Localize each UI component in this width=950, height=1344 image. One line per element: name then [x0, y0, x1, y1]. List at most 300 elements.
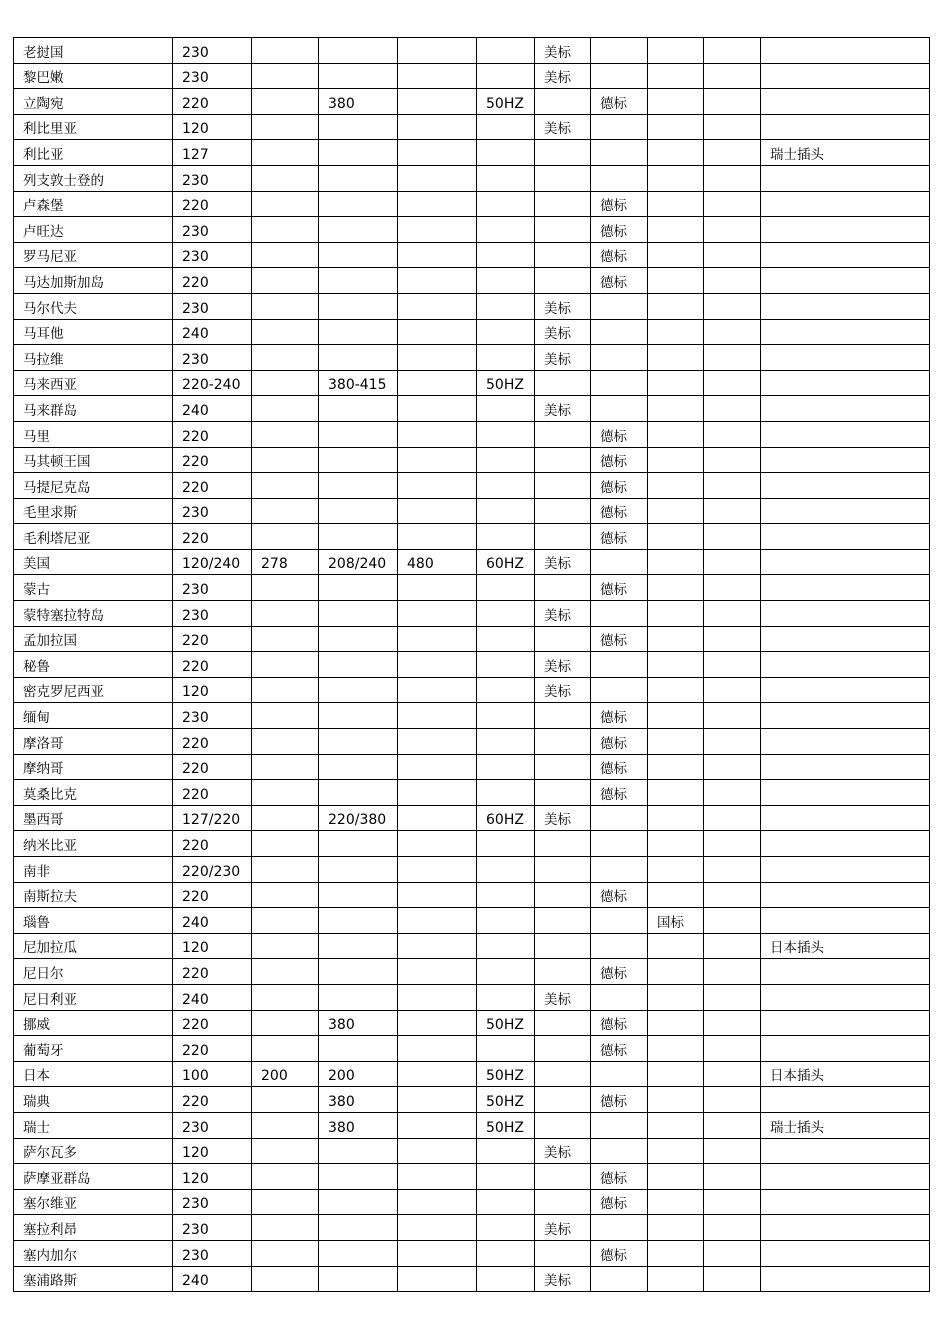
- cell-cn-plug: [648, 498, 704, 524]
- cell-other-plug: [704, 1112, 761, 1138]
- cell-three-phase-voltage-2: [398, 268, 477, 294]
- cell-voltage: 230: [173, 293, 252, 319]
- cell-plug-note: [761, 319, 930, 345]
- cell-other-plug: [704, 933, 761, 959]
- cell-frequency: [477, 191, 535, 217]
- cell-german-plug: [591, 114, 648, 140]
- table-row: [14, 677, 930, 703]
- cell-country: 墨西哥: [14, 805, 173, 831]
- cell-three-phase-voltage: [319, 319, 398, 345]
- cell-three-phase-voltage: 380: [319, 1112, 398, 1138]
- cell-german-plug: [591, 165, 648, 191]
- cell-us-plug: 美标: [535, 293, 591, 319]
- cell-us-plug: [535, 370, 591, 396]
- cell-other-plug: [704, 165, 761, 191]
- cell-three-phase-voltage: [319, 677, 398, 703]
- cell-frequency: [477, 857, 535, 883]
- cell-frequency: [477, 882, 535, 908]
- cell-cn-plug: [648, 345, 704, 371]
- cell-three-phase-voltage-2: [398, 345, 477, 371]
- cell-german-plug: 德标: [591, 882, 648, 908]
- cell-german-plug: 德标: [591, 498, 648, 524]
- cell-voltage-2: [252, 933, 319, 959]
- cell-three-phase-voltage: [319, 754, 398, 780]
- cell-three-phase-voltage-2: [398, 626, 477, 652]
- cell-cn-plug: [648, 191, 704, 217]
- cell-cn-plug: [648, 1010, 704, 1036]
- cell-other-plug: [704, 140, 761, 166]
- cell-voltage: 230: [173, 1215, 252, 1241]
- cell-cn-plug: [648, 703, 704, 729]
- cell-plug-note: [761, 575, 930, 601]
- cell-german-plug: [591, 984, 648, 1010]
- cell-frequency: [477, 1164, 535, 1190]
- cell-three-phase-voltage: [319, 933, 398, 959]
- cell-three-phase-voltage: [319, 1164, 398, 1190]
- cell-voltage-2: [252, 1010, 319, 1036]
- cell-three-phase-voltage-2: [398, 857, 477, 883]
- cell-country: 蒙古: [14, 575, 173, 601]
- cell-us-plug: [535, 959, 591, 985]
- cell-us-plug: [535, 140, 591, 166]
- cell-plug-note: [761, 703, 930, 729]
- cell-three-phase-voltage: [319, 729, 398, 755]
- table-row: [14, 447, 930, 473]
- cell-us-plug: [535, 421, 591, 447]
- cell-german-plug: [591, 319, 648, 345]
- cell-country: 瑞典: [14, 1087, 173, 1113]
- cell-cn-plug: [648, 805, 704, 831]
- cell-country: 塞拉利昂: [14, 1215, 173, 1241]
- cell-frequency: [477, 524, 535, 550]
- cell-german-plug: 德标: [591, 1036, 648, 1062]
- cell-three-phase-voltage-2: [398, 1061, 477, 1087]
- cell-other-plug: [704, 729, 761, 755]
- cell-german-plug: [591, 652, 648, 678]
- cell-country: 缅甸: [14, 703, 173, 729]
- cell-voltage-2: [252, 396, 319, 422]
- cell-voltage-2: [252, 421, 319, 447]
- cell-plug-note: [761, 268, 930, 294]
- cell-voltage-2: [252, 1215, 319, 1241]
- table-row: [14, 1138, 930, 1164]
- cell-voltage-2: [252, 319, 319, 345]
- cell-us-plug: [535, 524, 591, 550]
- cell-plug-note: [761, 831, 930, 857]
- cell-us-plug: [535, 473, 591, 499]
- cell-voltage: 127/220: [173, 805, 252, 831]
- cell-voltage: 220: [173, 1036, 252, 1062]
- cell-cn-plug: [648, 114, 704, 140]
- cell-cn-plug: [648, 677, 704, 703]
- cell-cn-plug: [648, 1189, 704, 1215]
- cell-frequency: 50HZ: [477, 1061, 535, 1087]
- cell-cn-plug: [648, 242, 704, 268]
- cell-three-phase-voltage-2: [398, 421, 477, 447]
- cell-three-phase-voltage: [319, 780, 398, 806]
- cell-country: 葡萄牙: [14, 1036, 173, 1062]
- cell-voltage: 120: [173, 114, 252, 140]
- cell-country: 南非: [14, 857, 173, 883]
- cell-german-plug: [591, 140, 648, 166]
- cell-voltage-2: [252, 1164, 319, 1190]
- cell-three-phase-voltage: [319, 473, 398, 499]
- cell-frequency: [477, 703, 535, 729]
- cell-plug-note: [761, 114, 930, 140]
- cell-cn-plug: [648, 447, 704, 473]
- cell-german-plug: [591, 396, 648, 422]
- cell-plug-note: [761, 959, 930, 985]
- cell-cn-plug: [648, 729, 704, 755]
- table-row: [14, 933, 930, 959]
- cell-country: 南斯拉夫: [14, 882, 173, 908]
- cell-frequency: [477, 729, 535, 755]
- cell-three-phase-voltage-2: [398, 703, 477, 729]
- cell-us-plug: 美标: [535, 805, 591, 831]
- cell-us-plug: [535, 703, 591, 729]
- cell-country: 马其顿王国: [14, 447, 173, 473]
- table-row: [14, 473, 930, 499]
- cell-voltage: 220: [173, 191, 252, 217]
- cell-three-phase-voltage-2: [398, 908, 477, 934]
- cell-voltage: 230: [173, 1240, 252, 1266]
- cell-us-plug: 美标: [535, 319, 591, 345]
- cell-three-phase-voltage-2: [398, 498, 477, 524]
- cell-voltage: 230: [173, 575, 252, 601]
- cell-three-phase-voltage: 380: [319, 1087, 398, 1113]
- cell-voltage-2: [252, 191, 319, 217]
- cell-country: 卢旺达: [14, 217, 173, 243]
- cell-country: 塞浦路斯: [14, 1266, 173, 1292]
- cell-three-phase-voltage-2: [398, 191, 477, 217]
- cell-plug-note: [761, 1189, 930, 1215]
- cell-three-phase-voltage: 380-415: [319, 370, 398, 396]
- cell-plug-note: [761, 601, 930, 627]
- cell-plug-note: 瑞士插头: [761, 140, 930, 166]
- table-row: [14, 63, 930, 89]
- cell-three-phase-voltage: [319, 38, 398, 64]
- cell-three-phase-voltage-2: [398, 293, 477, 319]
- cell-frequency: [477, 601, 535, 627]
- cell-voltage: 230: [173, 345, 252, 371]
- cell-country: 马达加斯加岛: [14, 268, 173, 294]
- table-row: [14, 780, 930, 806]
- cell-frequency: 60HZ: [477, 805, 535, 831]
- cell-frequency: 50HZ: [477, 1010, 535, 1036]
- cell-three-phase-voltage-2: [398, 1189, 477, 1215]
- cell-other-plug: [704, 575, 761, 601]
- cell-voltage: 220: [173, 831, 252, 857]
- cell-country: 塞内加尔: [14, 1240, 173, 1266]
- table-row: [14, 421, 930, 447]
- cell-country: 美国: [14, 549, 173, 575]
- cell-three-phase-voltage-2: [398, 959, 477, 985]
- cell-frequency: 50HZ: [477, 89, 535, 115]
- cell-cn-plug: [648, 1266, 704, 1292]
- cell-three-phase-voltage: [319, 703, 398, 729]
- table-row: [14, 140, 930, 166]
- cell-country: 莫桑比克: [14, 780, 173, 806]
- cell-us-plug: 美标: [535, 1266, 591, 1292]
- cell-frequency: [477, 345, 535, 371]
- cell-three-phase-voltage: [319, 1138, 398, 1164]
- cell-cn-plug: [648, 396, 704, 422]
- cell-german-plug: 德标: [591, 242, 648, 268]
- cell-country: 马拉维: [14, 345, 173, 371]
- cell-plug-note: [761, 908, 930, 934]
- cell-three-phase-voltage: [319, 268, 398, 294]
- cell-cn-plug: [648, 601, 704, 627]
- cell-three-phase-voltage-2: [398, 1240, 477, 1266]
- table-row: [14, 1164, 930, 1190]
- table-row: [14, 882, 930, 908]
- cell-us-plug: [535, 1164, 591, 1190]
- cell-us-plug: 美标: [535, 345, 591, 371]
- cell-three-phase-voltage-2: [398, 114, 477, 140]
- cell-three-phase-voltage-2: [398, 38, 477, 64]
- cell-voltage-2: [252, 1240, 319, 1266]
- cell-voltage-2: [252, 473, 319, 499]
- cell-voltage-2: [252, 831, 319, 857]
- cell-other-plug: [704, 857, 761, 883]
- cell-cn-plug: [648, 626, 704, 652]
- cell-three-phase-voltage-2: [398, 242, 477, 268]
- cell-german-plug: [591, 1112, 648, 1138]
- cell-us-plug: [535, 217, 591, 243]
- cell-other-plug: [704, 191, 761, 217]
- cell-voltage: 220: [173, 729, 252, 755]
- cell-country: 挪威: [14, 1010, 173, 1036]
- cell-three-phase-voltage: [319, 1189, 398, 1215]
- cell-voltage-2: [252, 959, 319, 985]
- cell-other-plug: [704, 1266, 761, 1292]
- cell-three-phase-voltage: [319, 601, 398, 627]
- cell-plug-note: 日本插头: [761, 933, 930, 959]
- table-row: [14, 549, 930, 575]
- table-row: [14, 242, 930, 268]
- cell-plug-note: [761, 370, 930, 396]
- cell-german-plug: 德标: [591, 524, 648, 550]
- cell-three-phase-voltage: [319, 140, 398, 166]
- cell-three-phase-voltage-2: [398, 729, 477, 755]
- cell-three-phase-voltage: [319, 421, 398, 447]
- cell-plug-note: [761, 1138, 930, 1164]
- cell-other-plug: [704, 1164, 761, 1190]
- cell-plug-note: [761, 729, 930, 755]
- cell-voltage-2: [252, 114, 319, 140]
- table-row: [14, 984, 930, 1010]
- cell-plug-note: [761, 857, 930, 883]
- cell-cn-plug: [648, 165, 704, 191]
- cell-cn-plug: [648, 959, 704, 985]
- table-row: [14, 396, 930, 422]
- cell-cn-plug: [648, 140, 704, 166]
- cell-german-plug: [591, 857, 648, 883]
- cell-country: 老挝国: [14, 38, 173, 64]
- cell-three-phase-voltage-2: [398, 652, 477, 678]
- table-row: [14, 524, 930, 550]
- cell-us-plug: [535, 498, 591, 524]
- cell-german-plug: 德标: [591, 1010, 648, 1036]
- cell-other-plug: [704, 114, 761, 140]
- cell-us-plug: [535, 268, 591, 294]
- cell-voltage: 240: [173, 396, 252, 422]
- cell-other-plug: [704, 1087, 761, 1113]
- cell-german-plug: [591, 1138, 648, 1164]
- cell-three-phase-voltage-2: [398, 63, 477, 89]
- cell-us-plug: 美标: [535, 63, 591, 89]
- cell-plug-note: [761, 882, 930, 908]
- cell-us-plug: 美标: [535, 38, 591, 64]
- cell-voltage: 240: [173, 1266, 252, 1292]
- cell-voltage: 120: [173, 933, 252, 959]
- cell-frequency: [477, 780, 535, 806]
- cell-three-phase-voltage: [319, 1240, 398, 1266]
- cell-three-phase-voltage: [319, 114, 398, 140]
- cell-other-plug: [704, 805, 761, 831]
- cell-cn-plug: [648, 1215, 704, 1241]
- cell-country: 萨尔瓦多: [14, 1138, 173, 1164]
- cell-three-phase-voltage: [319, 242, 398, 268]
- table-row: [14, 831, 930, 857]
- cell-three-phase-voltage-2: [398, 1036, 477, 1062]
- cell-three-phase-voltage-2: [398, 217, 477, 243]
- cell-voltage-2: [252, 908, 319, 934]
- cell-voltage-2: [252, 268, 319, 294]
- cell-frequency: [477, 421, 535, 447]
- cell-three-phase-voltage: [319, 293, 398, 319]
- cell-country: 毛利塔尼亚: [14, 524, 173, 550]
- cell-us-plug: [535, 626, 591, 652]
- cell-voltage-2: [252, 217, 319, 243]
- cell-voltage-2: [252, 1266, 319, 1292]
- cell-voltage-2: [252, 882, 319, 908]
- cell-voltage-2: [252, 140, 319, 166]
- cell-three-phase-voltage: 208/240: [319, 549, 398, 575]
- cell-three-phase-voltage: [319, 626, 398, 652]
- cell-cn-plug: [648, 524, 704, 550]
- table-row: [14, 626, 930, 652]
- cell-other-plug: [704, 984, 761, 1010]
- voltage-table: [13, 37, 930, 1292]
- cell-frequency: [477, 319, 535, 345]
- cell-other-plug: [704, 754, 761, 780]
- cell-us-plug: [535, 1061, 591, 1087]
- cell-country: 瑞士: [14, 1112, 173, 1138]
- cell-three-phase-voltage: [319, 882, 398, 908]
- cell-three-phase-voltage: 380: [319, 89, 398, 115]
- cell-cn-plug: [648, 984, 704, 1010]
- cell-voltage-2: [252, 498, 319, 524]
- cell-other-plug: [704, 447, 761, 473]
- cell-three-phase-voltage: [319, 165, 398, 191]
- cell-other-plug: [704, 1189, 761, 1215]
- cell-frequency: [477, 1240, 535, 1266]
- cell-other-plug: [704, 703, 761, 729]
- table-row: [14, 319, 930, 345]
- table-row: [14, 1061, 930, 1087]
- cell-country: 马来西亚: [14, 370, 173, 396]
- cell-voltage-2: [252, 293, 319, 319]
- cell-frequency: [477, 677, 535, 703]
- cell-us-plug: [535, 729, 591, 755]
- table-row: [14, 857, 930, 883]
- cell-three-phase-voltage-2: [398, 165, 477, 191]
- table-row: [14, 1240, 930, 1266]
- cell-three-phase-voltage-2: 480: [398, 549, 477, 575]
- cell-other-plug: [704, 1215, 761, 1241]
- cell-three-phase-voltage: [319, 63, 398, 89]
- table-row: [14, 1087, 930, 1113]
- cell-other-plug: [704, 345, 761, 371]
- cell-frequency: [477, 933, 535, 959]
- table-row: [14, 908, 930, 934]
- cell-plug-note: [761, 1087, 930, 1113]
- cell-other-plug: [704, 1138, 761, 1164]
- cell-plug-note: [761, 89, 930, 115]
- cell-us-plug: [535, 165, 591, 191]
- cell-voltage-2: 278: [252, 549, 319, 575]
- table-row: [14, 38, 930, 64]
- cell-three-phase-voltage: [319, 908, 398, 934]
- cell-plug-note: [761, 677, 930, 703]
- cell-voltage: 220/230: [173, 857, 252, 883]
- cell-us-plug: 美标: [535, 984, 591, 1010]
- cell-other-plug: [704, 601, 761, 627]
- cell-voltage-2: [252, 754, 319, 780]
- cell-cn-plug: [648, 549, 704, 575]
- cell-frequency: [477, 1189, 535, 1215]
- cell-country: 立陶宛: [14, 89, 173, 115]
- cell-cn-plug: [648, 63, 704, 89]
- table-row: [14, 165, 930, 191]
- cell-us-plug: 美标: [535, 601, 591, 627]
- cell-voltage-2: [252, 242, 319, 268]
- cell-three-phase-voltage: [319, 447, 398, 473]
- cell-frequency: [477, 165, 535, 191]
- cell-three-phase-voltage-2: [398, 1266, 477, 1292]
- cell-other-plug: [704, 882, 761, 908]
- cell-voltage-2: [252, 780, 319, 806]
- cell-german-plug: 德标: [591, 729, 648, 755]
- cell-frequency: [477, 1138, 535, 1164]
- cell-three-phase-voltage-2: [398, 1164, 477, 1190]
- cell-voltage: 240: [173, 908, 252, 934]
- cell-voltage: 120: [173, 1164, 252, 1190]
- cell-country: 纳米比亚: [14, 831, 173, 857]
- cell-three-phase-voltage: [319, 1036, 398, 1062]
- cell-other-plug: [704, 1061, 761, 1087]
- table-row: [14, 1189, 930, 1215]
- cell-voltage-2: [252, 805, 319, 831]
- cell-plug-note: [761, 652, 930, 678]
- cell-other-plug: [704, 1010, 761, 1036]
- cell-cn-plug: [648, 1036, 704, 1062]
- cell-cn-plug: [648, 1164, 704, 1190]
- cell-us-plug: [535, 1112, 591, 1138]
- table-row: [14, 1036, 930, 1062]
- cell-three-phase-voltage: [319, 191, 398, 217]
- cell-german-plug: [591, 831, 648, 857]
- cell-plug-note: [761, 1266, 930, 1292]
- cell-german-plug: [591, 370, 648, 396]
- cell-three-phase-voltage: 380: [319, 1010, 398, 1036]
- cell-other-plug: [704, 421, 761, 447]
- cell-plug-note: [761, 524, 930, 550]
- cell-cn-plug: [648, 882, 704, 908]
- cell-three-phase-voltage: [319, 396, 398, 422]
- cell-cn-plug: [648, 268, 704, 294]
